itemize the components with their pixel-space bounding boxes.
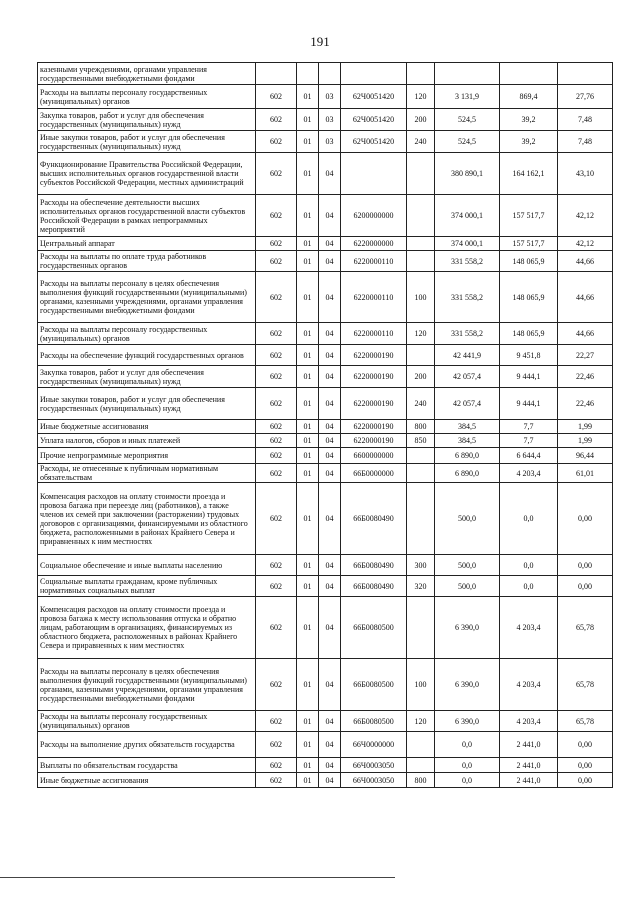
subsection-code: 04 <box>319 195 341 237</box>
planned-amount: 500,0 <box>435 555 500 576</box>
subsection-code: 03 <box>319 85 341 109</box>
execution-percent: 22,27 <box>558 345 613 366</box>
execution-percent: 0,00 <box>558 773 613 788</box>
table-row <box>38 597 613 659</box>
execution-percent: 7,48 <box>558 131 613 153</box>
target-article-code: 6600000000 <box>341 448 407 464</box>
executed-amount: 0,0 <box>500 555 558 576</box>
row-name: Расходы на выплаты персоналу государственных (муниципальных) органов <box>38 711 256 732</box>
execution-percent: 42,12 <box>558 195 613 237</box>
executed-amount: 7,7 <box>500 434 558 448</box>
section-code <box>297 63 319 85</box>
section-code: 01 <box>297 434 319 448</box>
planned-amount: 500,0 <box>435 483 500 555</box>
section-code: 01 <box>297 109 319 131</box>
ministry-code: 602 <box>256 576 297 597</box>
table-row <box>38 448 613 464</box>
executed-amount: 2 441,0 <box>500 758 558 773</box>
ministry-code: 602 <box>256 131 297 153</box>
expense-type-code <box>407 448 435 464</box>
execution-percent: 0,00 <box>558 732 613 758</box>
execution-percent: 43,10 <box>558 153 613 195</box>
executed-amount: 157 517,7 <box>500 195 558 237</box>
row-name: казенными учреждениями, органами управления государственными внебюджетными фондами <box>38 63 256 85</box>
section-code: 01 <box>297 555 319 576</box>
table-row <box>38 483 613 555</box>
ministry-code: 602 <box>256 483 297 555</box>
expense-type-code <box>407 63 435 85</box>
ministry-code: 602 <box>256 366 297 388</box>
subsection-code: 04 <box>319 153 341 195</box>
row-name: Прочие непрограммные мероприятия <box>38 448 256 464</box>
expense-type-code: 120 <box>407 711 435 732</box>
row-name: Расходы на выполнение других обязательств государства <box>38 732 256 758</box>
expense-type-code <box>407 483 435 555</box>
ministry-code: 602 <box>256 195 297 237</box>
subsection-code: 03 <box>319 109 341 131</box>
ministry-code: 602 <box>256 659 297 711</box>
row-name: Расходы на выплаты по оплате труда работников государственных органов <box>38 251 256 272</box>
section-code: 01 <box>297 153 319 195</box>
table-row <box>38 195 613 237</box>
table-row <box>38 773 613 788</box>
target-article-code: 66Б0080500 <box>341 711 407 732</box>
table-row <box>38 153 613 195</box>
target-article-code: 66Ч0003050 <box>341 758 407 773</box>
subsection-code: 03 <box>319 131 341 153</box>
executed-amount: 6 644,4 <box>500 448 558 464</box>
planned-amount: 331 558,2 <box>435 251 500 272</box>
execution-percent: 0,00 <box>558 576 613 597</box>
expense-type-code: 120 <box>407 85 435 109</box>
row-name: Иные бюджетные ассигнования <box>38 420 256 434</box>
row-name: Расходы на выплаты персоналу в целях обеспечения выполнения функций государственными (муниципальными) органами, казенными учреждениями, органами управления государственными внебюджетными фондами <box>38 659 256 711</box>
target-article-code: 6220000000 <box>341 237 407 251</box>
expense-type-code: 240 <box>407 131 435 153</box>
ministry-code: 602 <box>256 420 297 434</box>
subsection-code: 04 <box>319 483 341 555</box>
section-code: 01 <box>297 345 319 366</box>
expense-type-code: 300 <box>407 555 435 576</box>
execution-percent: 0,00 <box>558 758 613 773</box>
subsection-code: 04 <box>319 597 341 659</box>
ministry-code: 602 <box>256 434 297 448</box>
section-code: 01 <box>297 483 319 555</box>
target-article-code: 66Б0080490 <box>341 555 407 576</box>
execution-percent: 1,99 <box>558 420 613 434</box>
table-row <box>38 420 613 434</box>
expense-type-code <box>407 237 435 251</box>
subsection-code: 04 <box>319 345 341 366</box>
target-article-code: 6220000190 <box>341 388 407 420</box>
row-name: Уплата налогов, сборов и иных платежей <box>38 434 256 448</box>
row-name: Социальное обеспечение и иные выплаты населению <box>38 555 256 576</box>
table-row <box>38 388 613 420</box>
executed-amount: 2 441,0 <box>500 773 558 788</box>
table-row <box>38 758 613 773</box>
planned-amount: 0,0 <box>435 773 500 788</box>
row-name: Расходы на обеспечение деятельности высших исполнительных органов государственной власти субъектов Российской Федерации в рамках непрограммных мероприятий <box>38 195 256 237</box>
subsection-code: 04 <box>319 711 341 732</box>
planned-amount: 0,0 <box>435 732 500 758</box>
executed-amount: 9 444,1 <box>500 366 558 388</box>
subsection-code: 04 <box>319 251 341 272</box>
planned-amount: 6 390,0 <box>435 597 500 659</box>
planned-amount: 42 057,4 <box>435 388 500 420</box>
execution-percent: 22,46 <box>558 388 613 420</box>
planned-amount: 6 390,0 <box>435 711 500 732</box>
section-code: 01 <box>297 131 319 153</box>
table-row <box>38 131 613 153</box>
expense-type-code <box>407 732 435 758</box>
table-row <box>38 366 613 388</box>
section-code: 01 <box>297 773 319 788</box>
expense-type-code <box>407 251 435 272</box>
row-name: Компенсация расходов на оплату стоимости проезда и провоза багажа при переезде лиц (работников), а также членов их семей при заключении (расторжении) трудовых договоров с организациями, финансируемыми из областного бюджета, расположенными в районах Крайнего Севера и приравненных к ним местностях <box>38 483 256 555</box>
expense-type-code: 320 <box>407 576 435 597</box>
planned-amount: 0,0 <box>435 758 500 773</box>
target-article-code: 66Б0080490 <box>341 483 407 555</box>
ministry-code: 602 <box>256 555 297 576</box>
table-row <box>38 464 613 483</box>
planned-amount: 384,5 <box>435 434 500 448</box>
planned-amount: 500,0 <box>435 576 500 597</box>
section-code: 01 <box>297 711 319 732</box>
table-row <box>38 272 613 323</box>
expense-type-code <box>407 464 435 483</box>
executed-amount: 148 065,9 <box>500 323 558 345</box>
execution-percent: 65,78 <box>558 659 613 711</box>
execution-percent: 7,48 <box>558 109 613 131</box>
execution-percent: 65,78 <box>558 711 613 732</box>
planned-amount: 331 558,2 <box>435 272 500 323</box>
table-row <box>38 63 613 85</box>
execution-percent: 65,78 <box>558 597 613 659</box>
expense-type-code: 800 <box>407 773 435 788</box>
ministry-code: 602 <box>256 388 297 420</box>
expense-type-code: 120 <box>407 323 435 345</box>
execution-percent: 96,44 <box>558 448 613 464</box>
ministry-code: 602 <box>256 237 297 251</box>
section-code: 01 <box>297 758 319 773</box>
table-row <box>38 237 613 251</box>
expense-type-code: 240 <box>407 388 435 420</box>
executed-amount: 148 065,9 <box>500 251 558 272</box>
subsection-code: 04 <box>319 773 341 788</box>
ministry-code: 602 <box>256 597 297 659</box>
page-number: 191 <box>310 34 330 49</box>
target-article-code: 6200000000 <box>341 195 407 237</box>
subsection-code: 04 <box>319 434 341 448</box>
target-article-code: 66Б0080500 <box>341 659 407 711</box>
ministry-code: 602 <box>256 153 297 195</box>
row-name: Социальные выплаты гражданам, кроме публичных нормативных социальных выплат <box>38 576 256 597</box>
expense-type-code: 200 <box>407 366 435 388</box>
executed-amount: 4 203,4 <box>500 711 558 732</box>
row-name: Закупка товаров, работ и услуг для обеспечения государственных (муниципальных) нужд <box>38 109 256 131</box>
execution-percent: 0,00 <box>558 483 613 555</box>
executed-amount: 4 203,4 <box>500 464 558 483</box>
executed-amount: 0,0 <box>500 483 558 555</box>
row-name: Иные закупки товаров, работ и услуг для обеспечения государственных (муниципальных) нужд <box>38 131 256 153</box>
executed-amount: 0,0 <box>500 576 558 597</box>
table-row <box>38 576 613 597</box>
row-name: Расходы на выплаты персоналу государственных (муниципальных) органов <box>38 85 256 109</box>
section-code: 01 <box>297 237 319 251</box>
executed-amount: 9 444,1 <box>500 388 558 420</box>
subsection-code: 04 <box>319 323 341 345</box>
table-row <box>38 711 613 732</box>
execution-percent: 44,66 <box>558 272 613 323</box>
row-name: Компенсация расходов на оплату стоимости проезда и провоза багажа к месту использования отпуска и обратно лицам, работающим в организациях, финансируемых из областного бюджета, расположенных в районах Крайнего Севера и приравненных к ним местностях <box>38 597 256 659</box>
expense-type-code <box>407 195 435 237</box>
subsection-code: 04 <box>319 732 341 758</box>
executed-amount: 148 065,9 <box>500 272 558 323</box>
executed-amount: 164 162,1 <box>500 153 558 195</box>
ministry-code: 602 <box>256 711 297 732</box>
row-name: Центральный аппарат <box>38 237 256 251</box>
ministry-code: 602 <box>256 464 297 483</box>
subsection-code: 04 <box>319 464 341 483</box>
execution-percent: 27,76 <box>558 85 613 109</box>
executed-amount: 39,2 <box>500 109 558 131</box>
target-article-code: 66Ч0000000 <box>341 732 407 758</box>
table-row <box>38 555 613 576</box>
target-article-code: 6220000190 <box>341 420 407 434</box>
ministry-code <box>256 63 297 85</box>
execution-percent: 61,01 <box>558 464 613 483</box>
subsection-code: 04 <box>319 576 341 597</box>
executed-amount: 869,4 <box>500 85 558 109</box>
target-article-code: 62Ч0051420 <box>341 85 407 109</box>
executed-amount <box>500 63 558 85</box>
ministry-code: 602 <box>256 251 297 272</box>
ministry-code: 602 <box>256 323 297 345</box>
planned-amount: 3 131,9 <box>435 85 500 109</box>
execution-percent: 44,66 <box>558 251 613 272</box>
row-name: Расходы на выплаты персоналу государственных (муниципальных) органов <box>38 323 256 345</box>
row-name: Расходы, не отнесенные к публичным нормативным обязательствам <box>38 464 256 483</box>
ministry-code: 602 <box>256 345 297 366</box>
expense-type-code <box>407 758 435 773</box>
subsection-code: 04 <box>319 758 341 773</box>
execution-percent: 42,12 <box>558 237 613 251</box>
row-name: Функционирование Правительства Российской Федерации, высших исполнительных органов государственной власти субъектов Российской Федерации, местных администраций <box>38 153 256 195</box>
section-code: 01 <box>297 366 319 388</box>
executed-amount: 39,2 <box>500 131 558 153</box>
planned-amount: 6 890,0 <box>435 464 500 483</box>
table-row <box>38 434 613 448</box>
row-name: Выплаты по обязательствам государства <box>38 758 256 773</box>
subsection-code: 04 <box>319 448 341 464</box>
planned-amount: 380 890,1 <box>435 153 500 195</box>
section-code: 01 <box>297 732 319 758</box>
ministry-code: 602 <box>256 773 297 788</box>
target-article-code: 66Б0000000 <box>341 464 407 483</box>
table-body <box>38 63 613 788</box>
ministry-code: 602 <box>256 732 297 758</box>
section-code: 01 <box>297 251 319 272</box>
budget-table <box>37 62 613 788</box>
row-name: Закупка товаров, работ и услуг для обеспечения государственных (муниципальных) нужд <box>38 366 256 388</box>
row-name: Расходы на выплаты персоналу в целях обеспечения выполнения функций государственными (муниципальными) органами, казенными учреждениями, органами управления государственными внебюджетными фондами <box>38 272 256 323</box>
section-code: 01 <box>297 576 319 597</box>
target-article-code: 66Ч0003050 <box>341 773 407 788</box>
executed-amount: 4 203,4 <box>500 597 558 659</box>
target-article-code: 6220000190 <box>341 434 407 448</box>
expense-type-code: 100 <box>407 272 435 323</box>
expense-type-code <box>407 597 435 659</box>
section-code: 01 <box>297 195 319 237</box>
expense-type-code: 800 <box>407 420 435 434</box>
target-article-code: 62Ч0051420 <box>341 131 407 153</box>
executed-amount: 157 517,7 <box>500 237 558 251</box>
expense-type-code <box>407 153 435 195</box>
subsection-code: 04 <box>319 420 341 434</box>
planned-amount: 42 057,4 <box>435 366 500 388</box>
execution-percent: 1,99 <box>558 434 613 448</box>
subsection-code: 04 <box>319 388 341 420</box>
section-code: 01 <box>297 85 319 109</box>
executed-amount: 4 203,4 <box>500 659 558 711</box>
ministry-code: 602 <box>256 758 297 773</box>
subsection-code <box>319 63 341 85</box>
planned-amount: 384,5 <box>435 420 500 434</box>
subsection-code: 04 <box>319 555 341 576</box>
section-code: 01 <box>297 448 319 464</box>
planned-amount: 42 441,9 <box>435 345 500 366</box>
target-article-code: 66Б0080500 <box>341 597 407 659</box>
expense-type-code: 100 <box>407 659 435 711</box>
row-name: Иные закупки товаров, работ и услуг для обеспечения государственных (муниципальных) нужд <box>38 388 256 420</box>
target-article-code <box>341 63 407 85</box>
planned-amount: 374 000,1 <box>435 195 500 237</box>
table-row <box>38 659 613 711</box>
table-row <box>38 323 613 345</box>
subsection-code: 04 <box>319 237 341 251</box>
subsection-code: 04 <box>319 272 341 323</box>
planned-amount: 374 000,1 <box>435 237 500 251</box>
executed-amount: 9 451,8 <box>500 345 558 366</box>
target-article-code: 6220000190 <box>341 366 407 388</box>
section-code: 01 <box>297 464 319 483</box>
target-article-code: 6220000190 <box>341 345 407 366</box>
section-code: 01 <box>297 420 319 434</box>
planned-amount: 524,5 <box>435 131 500 153</box>
table-row <box>38 85 613 109</box>
planned-amount: 6 390,0 <box>435 659 500 711</box>
table-row <box>38 345 613 366</box>
ministry-code: 602 <box>256 85 297 109</box>
executed-amount: 2 441,0 <box>500 732 558 758</box>
target-article-code: 66Б0080490 <box>341 576 407 597</box>
ministry-code: 602 <box>256 109 297 131</box>
execution-percent: 44,66 <box>558 323 613 345</box>
row-name: Иные бюджетные ассигнования <box>38 773 256 788</box>
table-row <box>38 732 613 758</box>
section-code: 01 <box>297 388 319 420</box>
planned-amount: 524,5 <box>435 109 500 131</box>
planned-amount: 331 558,2 <box>435 323 500 345</box>
execution-percent: 22,46 <box>558 366 613 388</box>
ministry-code: 602 <box>256 448 297 464</box>
footer-rule <box>0 877 395 878</box>
target-article-code: 6220000110 <box>341 323 407 345</box>
ministry-code: 602 <box>256 272 297 323</box>
execution-percent <box>558 63 613 85</box>
table-row <box>38 251 613 272</box>
row-name: Расходы на обеспечение функций государственных органов <box>38 345 256 366</box>
expense-type-code: 850 <box>407 434 435 448</box>
section-code: 01 <box>297 597 319 659</box>
planned-amount: 6 890,0 <box>435 448 500 464</box>
expense-type-code <box>407 345 435 366</box>
expense-type-code: 200 <box>407 109 435 131</box>
section-code: 01 <box>297 659 319 711</box>
target-article-code: 6220000110 <box>341 272 407 323</box>
subsection-code: 04 <box>319 659 341 711</box>
target-article-code <box>341 153 407 195</box>
table-row <box>38 109 613 131</box>
execution-percent: 0,00 <box>558 555 613 576</box>
executed-amount: 7,7 <box>500 420 558 434</box>
target-article-code: 62Ч0051420 <box>341 109 407 131</box>
section-code: 01 <box>297 323 319 345</box>
section-code: 01 <box>297 272 319 323</box>
target-article-code: 6220000110 <box>341 251 407 272</box>
subsection-code: 04 <box>319 366 341 388</box>
planned-amount <box>435 63 500 85</box>
